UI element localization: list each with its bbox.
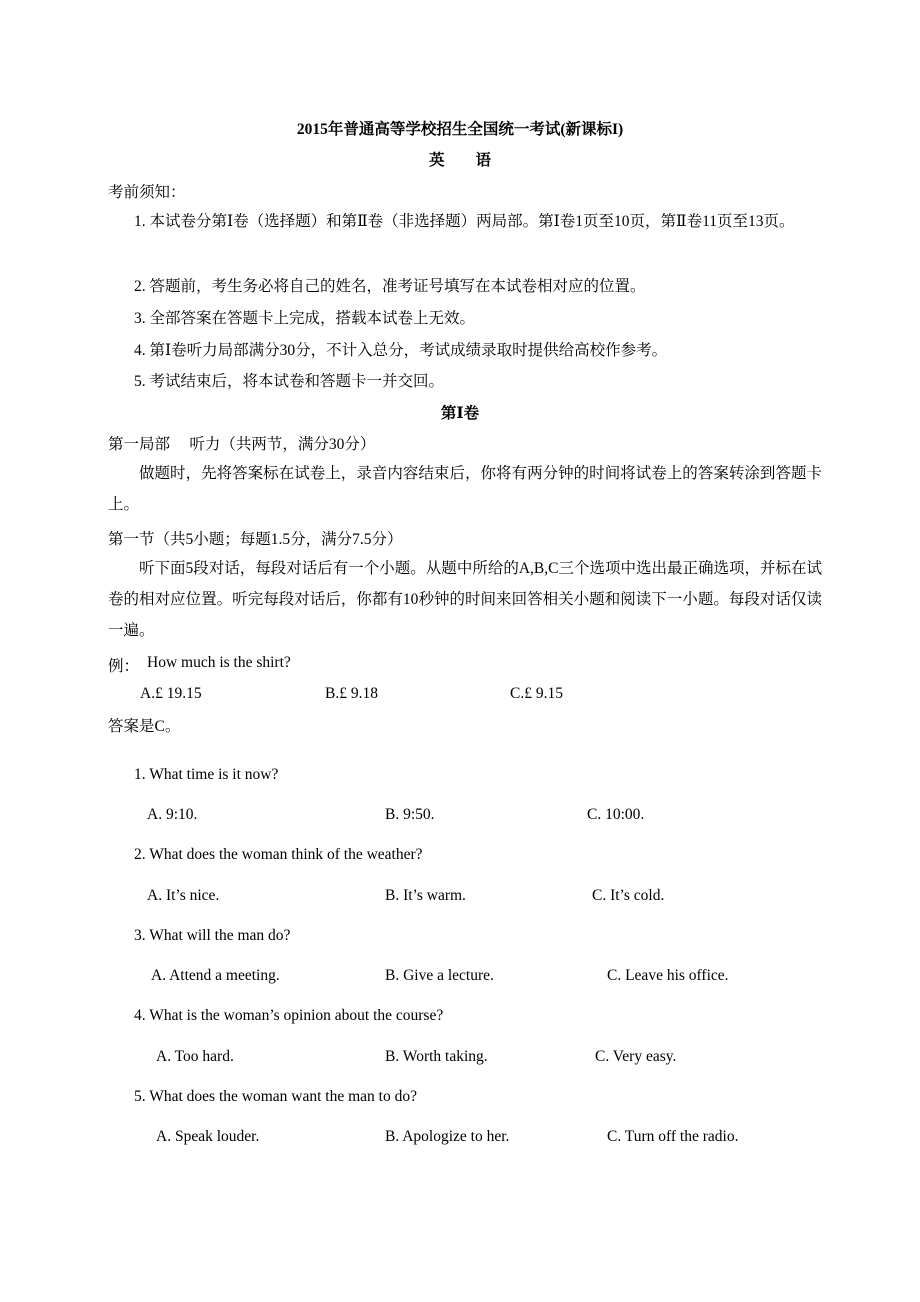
notice-item-1: 1. 本试卷分第Ⅰ卷（选择题）和第Ⅱ卷（非选择题）两局部。第Ⅰ卷1页至10页，第Ⅱ卷11页至13页。 xyxy=(134,213,795,230)
section-heading: 第一节（共5小题；每题1.5分，满分7.5分） xyxy=(108,531,403,548)
volume-heading: 第Ⅰ卷 xyxy=(440,405,480,422)
question-2: 2. What does the woman think of the weather? xyxy=(134,846,423,863)
question-4-option-b: B. Worth taking. xyxy=(385,1048,488,1065)
part-instruction: 做题时，先将答案标在试卷上，录音内容结束后，你将有两分钟的时间将试卷上的答案转涂到答题卡上。 xyxy=(108,465,822,513)
question-5-option-a: A. Speak louder. xyxy=(156,1128,260,1145)
notice-item-3: 3. 全部答案在答题卡上完成，搭载本试卷上无效。 xyxy=(134,310,476,327)
question-3-option-a: A. Attend a meeting. xyxy=(151,967,280,984)
exam-title: 2015年普通高等学校招生全国统一考试(新课标I) xyxy=(296,121,624,138)
notice-item-5: 5. 考试结束后，将本试卷和答题卡一并交回。 xyxy=(134,373,445,390)
example-option-b: B.£ 9.18 xyxy=(325,685,378,702)
question-5-option-b: B. Apologize to her. xyxy=(385,1128,510,1145)
question-3-option-b: B. Give a lecture. xyxy=(385,967,494,984)
question-1-option-b: B. 9:50. xyxy=(385,806,435,823)
part-heading: 第一局部 听力（共两节，满分30分） xyxy=(108,436,376,453)
question-4: 4. What is the woman’s opinion about the course? xyxy=(134,1007,444,1024)
question-4-option-a: A. Too hard. xyxy=(156,1048,234,1065)
question-2-option-a: A. It’s nice. xyxy=(147,887,220,904)
question-5: 5. What does the woman want the man to do? xyxy=(134,1088,417,1105)
example-label: 例： xyxy=(108,658,140,675)
question-3: 3. What will the man do? xyxy=(134,927,291,944)
notice-heading: 考前须知： xyxy=(108,184,186,201)
question-5-option-c: C. Turn off the radio. xyxy=(607,1128,739,1145)
question-1-option-c: C. 10:00. xyxy=(587,806,645,823)
question-4-option-c: C. Very easy. xyxy=(595,1048,677,1065)
subject-title: 英 语 xyxy=(428,152,491,169)
example-question: How much is the shirt? xyxy=(147,654,291,671)
example-option-c: C.£ 9.15 xyxy=(510,685,563,702)
section-instruction: 听下面5段对话，每段对话后有一个小题。从题中所给的A,B,C三个选项中选出最正确选项，并标在试卷的相对应位置。听完每段对话后，你都有10秒钟的时间来回答相关小题和阅读下一小题。每段对话仅读一遍。 xyxy=(108,560,822,639)
question-3-option-c: C. Leave his office. xyxy=(607,967,729,984)
notice-item-4: 4. 第Ⅰ卷听力局部满分30分，不计入总分，考试成绩录取时提供给高校作参考。 xyxy=(134,342,668,359)
example-option-a: A.£ 19.15 xyxy=(140,685,202,702)
question-2-option-c: C. It’s cold. xyxy=(592,887,665,904)
notice-item-2: 2. 答题前，考生务必将自己的姓名，准考证号填写在本试卷相对应的位置。 xyxy=(134,278,646,295)
example-answer: 答案是C。 xyxy=(108,718,181,735)
question-1: 1. What time is it now? xyxy=(134,766,279,783)
question-2-option-b: B. It’s warm. xyxy=(385,887,466,904)
question-1-option-a: A. 9:10. xyxy=(147,806,198,823)
